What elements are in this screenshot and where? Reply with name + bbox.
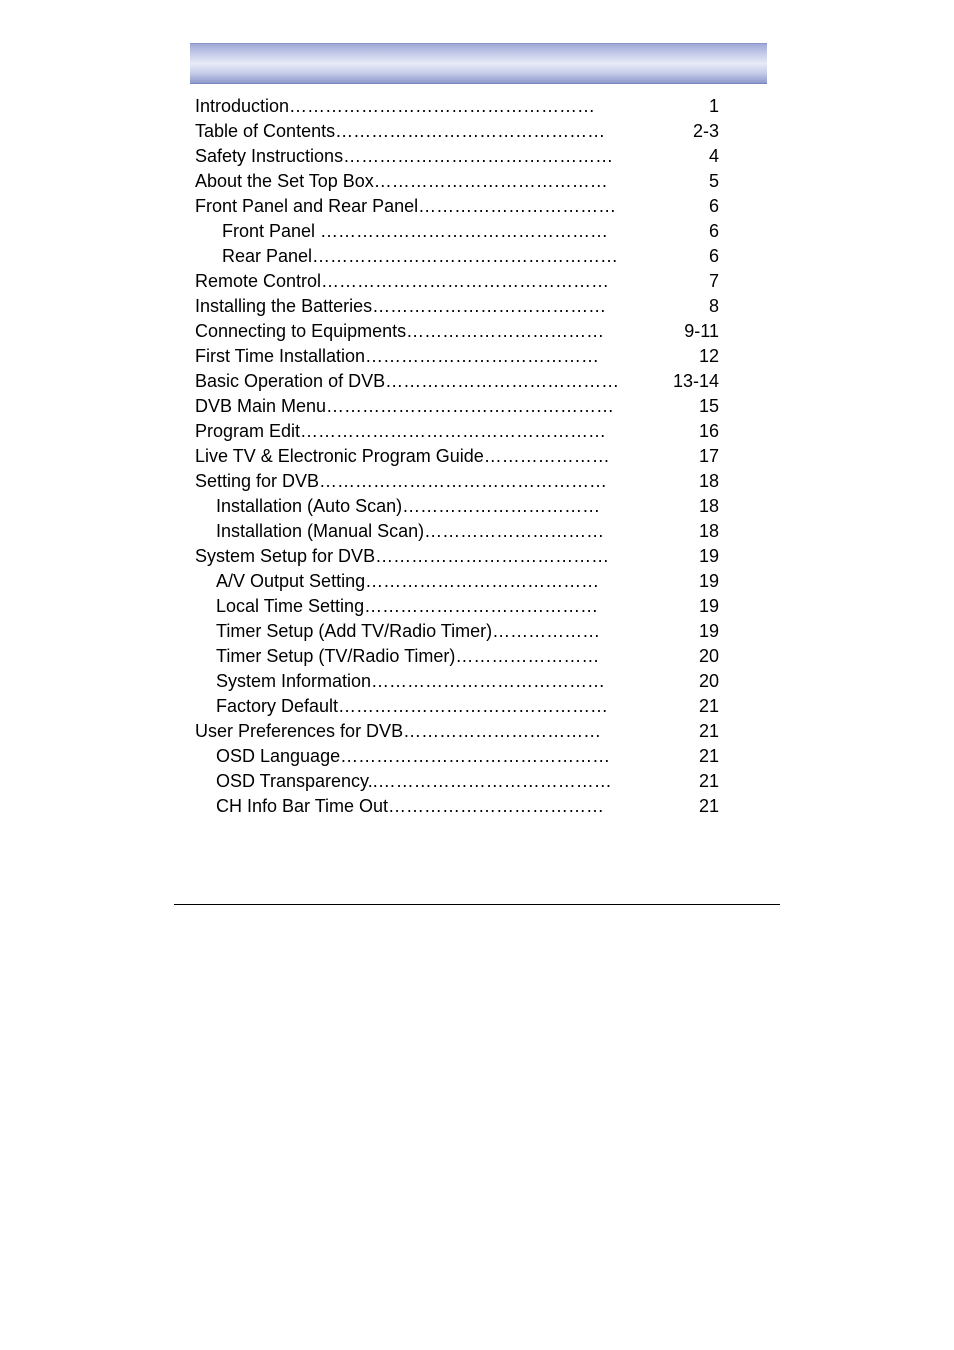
toc-entry-page-number: 8 <box>708 296 719 316</box>
toc-entry-label: Front Panel and Rear Panel…………………………… <box>195 196 617 216</box>
toc-entry <box>0 344 954 369</box>
toc-entry-label: Basic Operation of DVB………………………………… <box>195 371 620 391</box>
toc-entry-label: System Setup for DVB………………………………… <box>195 546 610 566</box>
toc-entry <box>0 144 954 169</box>
toc-entry-label: OSD Language……………………………………… <box>216 746 611 766</box>
toc-entry-page-number: 9-11 <box>684 321 719 341</box>
toc-entry-page-number: 1 <box>708 96 719 116</box>
toc-entry-page-number: 21 <box>698 721 719 741</box>
toc-entry-label: Rear Panel…………………………………………… <box>222 246 619 266</box>
toc-entry-page-number: 12 <box>698 346 719 366</box>
toc-entry-label: Local Time Setting………………………………… <box>216 596 599 616</box>
toc-entry <box>0 194 954 219</box>
toc-entry <box>0 219 954 244</box>
toc-entry <box>0 444 954 469</box>
toc-entry-page-number: 19 <box>698 621 719 641</box>
toc-entry <box>0 469 954 494</box>
toc-entry-page-number: 21 <box>698 746 719 766</box>
header-banner <box>190 43 767 84</box>
toc-entry <box>0 644 954 669</box>
toc-entry-page-number: 18 <box>698 471 719 491</box>
toc-entry-label: DVB Main Menu………………………………………… <box>195 396 615 416</box>
toc-entry-page-number: 18 <box>698 496 719 516</box>
toc-entry-page-number: 20 <box>698 646 719 666</box>
toc-entry <box>0 419 954 444</box>
toc-entry <box>0 544 954 569</box>
toc-entry-page-number: 19 <box>698 571 719 591</box>
toc-entry-page-number: 21 <box>698 696 719 716</box>
toc-entry-label: Setting for DVB………………………………………… <box>195 471 608 491</box>
toc-entry-label: A/V Output Setting………………………………… <box>216 571 600 591</box>
toc-entry-label: Installation (Auto Scan)…………………………… <box>216 496 601 516</box>
toc-entry-label: Program Edit…………………………………………… <box>195 421 607 441</box>
toc-entry <box>0 369 954 394</box>
toc-entry <box>0 569 954 594</box>
toc-entry-page-number: 19 <box>698 546 719 566</box>
toc-entry-label: Installation (Manual Scan)………………………… <box>216 521 605 541</box>
toc-entry-page-number: 18 <box>698 521 719 541</box>
toc-entry-label: Remote Control………………………………………… <box>195 271 610 291</box>
toc-entry <box>0 169 954 194</box>
toc-entry-label: Introduction…………………………………………… <box>195 96 596 116</box>
toc-entry-page-number: 6 <box>708 221 719 241</box>
toc-entry-label: Factory Default……………………………………… <box>216 696 609 716</box>
toc-entry-page-number: 16 <box>698 421 719 441</box>
toc-entry-label: User Preferences for DVB…………………………… <box>195 721 602 741</box>
toc-entry-page-number: 6 <box>708 196 719 216</box>
toc-entry <box>0 319 954 344</box>
toc-entry <box>0 794 954 819</box>
toc-entry-page-number: 4 <box>708 146 719 166</box>
toc-entry <box>0 669 954 694</box>
toc-entry-page-number: 15 <box>698 396 719 416</box>
toc-entry-label: CH Info Bar Time Out……………………………… <box>216 796 605 816</box>
toc-entry-label: Timer Setup (Add TV/Radio Timer)……………… <box>216 621 601 641</box>
toc-entry <box>0 94 954 119</box>
toc-entry <box>0 244 954 269</box>
toc-entry-page-number: 5 <box>708 171 719 191</box>
toc-entry <box>0 769 954 794</box>
toc-entry-label: OSD Transparency..………………………………… <box>216 771 612 791</box>
toc-entry-label: Timer Setup (TV/Radio Timer)…………………… <box>216 646 600 666</box>
toc-entry <box>0 119 954 144</box>
toc-entry-page-number: 13-14 <box>672 371 719 391</box>
toc-entry <box>0 494 954 519</box>
toc-entry <box>0 594 954 619</box>
toc-entry-label: Live TV & Electronic Program Guide………………… <box>195 446 610 466</box>
toc-entry-label: Table of Contents……………………………………… <box>195 121 606 141</box>
toc-entry <box>0 519 954 544</box>
toc-entry-page-number: 19 <box>698 596 719 616</box>
toc-entry-page-number: 17 <box>698 446 719 466</box>
toc-entry-label: System Information………………………………… <box>216 671 606 691</box>
toc-entry-label: About the Set Top Box………………………………… <box>195 171 608 191</box>
toc-entry-page-number: 7 <box>708 271 719 291</box>
toc-entry-label: Safety Instructions……………………………………… <box>195 146 614 166</box>
toc-entry <box>0 269 954 294</box>
toc-entry <box>0 744 954 769</box>
toc-entry-page-number: 6 <box>708 246 719 266</box>
toc-entry <box>0 719 954 744</box>
toc-entry-label: Front Panel ………………………………………… <box>222 221 609 241</box>
toc-entry-page-number: 2-3 <box>692 121 719 141</box>
toc-entry <box>0 294 954 319</box>
toc-entry-label: Installing the Batteries………………………………… <box>195 296 607 316</box>
toc-entry <box>0 394 954 419</box>
footer-divider <box>174 904 780 905</box>
table-of-contents <box>0 94 954 819</box>
toc-entry <box>0 619 954 644</box>
toc-entry-page-number: 20 <box>698 671 719 691</box>
toc-entry <box>0 694 954 719</box>
toc-entry-page-number: 21 <box>698 771 719 791</box>
toc-entry-page-number: 21 <box>698 796 719 816</box>
toc-entry-label: First Time Installation………………………………… <box>195 346 600 366</box>
toc-entry-label: Connecting to Equipments…………………………… <box>195 321 605 341</box>
